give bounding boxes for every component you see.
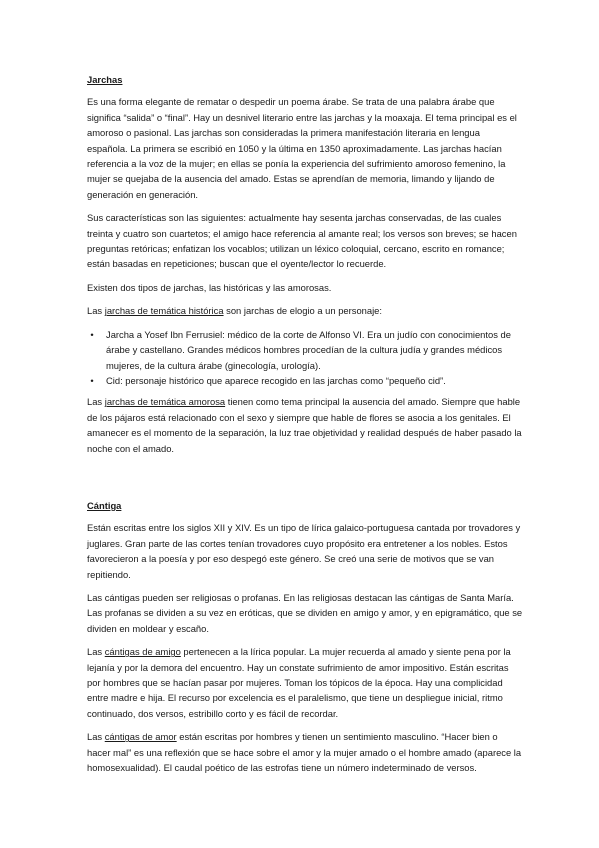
- list-item-text: Jarcha a Yosef Ibn Ferrusiel: médico de la corte de Alfonso VI. Era un judío con conocimientos de árabe y castellano. Grandes médicos hombres procedían de la cultura judía y grandes médicos mujeres, de la cultura árabe (ginecología, urología).: [106, 328, 511, 371]
- paragraph: Es una forma elegante de rematar o despedir un poema árabe. Se trata de una palabra árabe que significa “salida” o “final”. Hay un desnivel literario entre las jarchas y la moaxaja. El tema principal es el amoroso o pasional. Las jarchas son consideradas la primera manifestación literaria en lengua española. La primera se escribió en 1050 y la última en 1350 aproximadamente. Las jarchas hacían referencia a la voz de la mujer; en ellas se ponía la experiencia del sufrimiento amoroso femenino, la mujer se quejaba de la ausencia del amado. Estas se aprendían de memoria, limando y lijando de generación en generación.: [87, 96, 517, 200]
- text: son jarchas de elogio a un personaje:: [223, 305, 382, 317]
- text: Las: [87, 396, 105, 408]
- paragraph: Están escritas entre los siglos XII y XIV. Es un tipo de lírica galaico-portuguesa cantada por trovadores y juglares. Gran parte de las cortes tenían trovadores cuyo propósito era entretener a los nobles. Estos favorecieron a la poesía y por eso despegó este género. Se creó una serie de motivos que se van repitiendo.: [87, 522, 521, 580]
- bullet-icon: •: [90, 374, 94, 386]
- document-body: [87, 72, 523, 783]
- section-spacer: [87, 464, 523, 498]
- underlined-term: jarchas de temática amorosa: [104, 396, 226, 408]
- list-item: [90, 373, 523, 388]
- paragraph: [87, 729, 523, 775]
- paragraph: [87, 644, 523, 721]
- text: tienen como tema principal la ausencia del amado. Siempre que hable de los pájaros está relacionado con el sexo y siempre que hable de flores se asocia a los genitales. El amanecer es el momento de la separación, la luz trae objetividad y realidad después de haber pasado la noche con el amado.: [87, 396, 522, 454]
- section-heading-jarchas: Jarchas: [87, 74, 123, 85]
- text: Las: [87, 305, 105, 317]
- text: están escritas por hombres y tienen un sentimiento masculino. “Hacer bien o hacer mal” es una reflexión que se hace sobre el amor y la mujer amado o el hombre amado (aparece la homosexualidad). El caudal poético de las estrofas tiene un número indeterminado de versos.: [87, 731, 522, 774]
- text: Las: [87, 731, 105, 743]
- list-item-text: Cid: personaje histórico que aparece recogido en las jarchas como “pequeño cid”.: [106, 374, 446, 386]
- paragraph: Las cántigas pueden ser religiosas o profanas. En las religiosas destacan las cántigas de Santa María. Las profanas se dividen a su vez en eróticas, que se dividen en amigo y amor, y en epigramático, que se dividen en moldear y escaño.: [87, 591, 523, 634]
- list-item: [90, 327, 523, 373]
- paragraph: [87, 303, 523, 318]
- underlined-term: cántigas de amor: [104, 731, 177, 743]
- paragraph: Existen dos tipos de jarchas, las históricas y las amorosas.: [87, 281, 332, 293]
- section-heading-cantiga: Cántiga: [87, 499, 122, 511]
- text: pertenecen a la lírica popular. La mujer recuerda al amado y siente pena por la lejanía y por la demora del encuentro. Hay un constate sufrimiento de amor impositivo. Están escritas por hombres que se hacían pasar por mujeres. Toman los tópicos de la época. Hay una complicidad entre madre e hija. El recurso por excelencia es el paralelismo, que tiene un despliegue inicial, ritmo continuado, dos versos, estribillo corto y es fácil de recordar.: [87, 646, 511, 719]
- bullet-icon: •: [90, 328, 94, 340]
- paragraph: [87, 394, 523, 456]
- underlined-term: cántigas de amigo: [104, 646, 181, 658]
- text: Las: [87, 646, 105, 658]
- underlined-term: jarchas de temática histórica: [104, 305, 224, 317]
- bullet-list: [87, 327, 523, 389]
- paragraph: Sus características son las siguientes: actualmente hay sesenta jarchas conservadas, de las cuales treinta y cuatro son cuartetos; el amigo hace referencia al amante real; los versos son breves; se hacen preguntas retóricas; enfatizan los vocablos; utilizan un léxico coloquial, cercano, escrito en romance; están basadas en repeticiones; buscan que el oyente/lector lo recuerde.: [87, 212, 517, 270]
